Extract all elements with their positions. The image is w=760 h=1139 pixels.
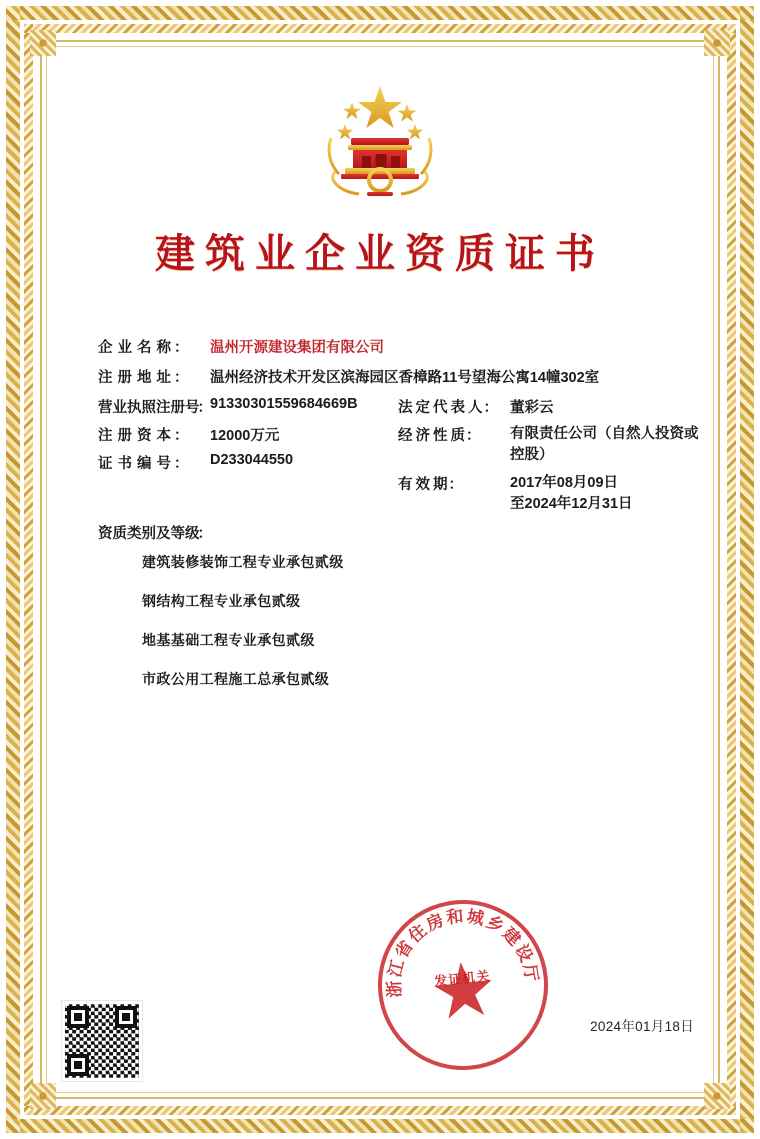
value-license-no: 91330301559684669B [210,396,358,412]
label-cert-no: 证书编号： [98,456,194,472]
list-item: 市政公用工程施工总承包贰级 [142,671,330,688]
field-company-name [98,336,700,357]
value-validity [510,473,633,515]
list-item: 地基基础工程专业承包贰级 [142,632,315,649]
issue-date: 2024年01月18日 [590,1019,694,1034]
value-economic-type: 有限责任公司（自然人投资或控股） [510,426,699,464]
value-company-name: 温州开源建设集团有限公司 [210,340,384,356]
field-legal-person [398,396,700,417]
label-legal-person: 法定代表人： [398,400,501,416]
field-validity [398,473,700,515]
field-two-column-block [98,396,700,522]
field-economic-type [398,424,700,466]
corner-ornament-top-right [704,30,730,56]
page-title: 建筑业企业资质证书 [155,231,605,277]
value-capital: 12000万元 [210,428,280,444]
corner-ornament-bottom-right [704,1083,730,1109]
value-valid-to: 至2024年12月31日 [510,496,633,513]
list-item: 钢结构工程专业承包贰级 [142,593,301,610]
field-grades-label [98,522,700,543]
label-economic-type: 经济性质： [398,428,484,444]
label-company-name: 企业名称： [98,340,194,356]
corner-ornament-top-left [30,30,56,56]
seal-center-text: 发证机关 [433,968,491,989]
qr-code[interactable] [62,1001,142,1081]
certificate-fields [98,336,700,708]
field-address [98,366,700,387]
national-emblem-icon [315,76,445,204]
value-valid-from: 2017年08月09日 [510,475,619,492]
label-grades: 资质类别及等级： [98,526,212,543]
corner-ornament-bottom-left [30,1083,56,1109]
svg-text:浙江省住房和城乡建设厅: 浙江省住房和城乡建设厅 [384,906,542,999]
value-legal-person: 董彩云 [510,400,554,416]
field-cert-no [98,452,398,473]
label-address: 注册地址： [98,370,194,386]
field-license-no [98,396,398,417]
value-address: 温州经济技术开发区滨海园区香樟路11号望海公寓14幢302室 [210,370,600,386]
grades-list [98,552,700,689]
official-seal [370,892,557,1079]
label-validity: 有效期： [398,477,466,494]
list-item: 建筑装修装饰工程专业承包贰级 [142,554,344,571]
label-capital: 注册资本： [98,428,194,444]
field-capital [98,424,398,445]
value-cert-no: D233044550 [210,452,294,468]
label-license-no: 营业执照注册号： [98,400,212,416]
